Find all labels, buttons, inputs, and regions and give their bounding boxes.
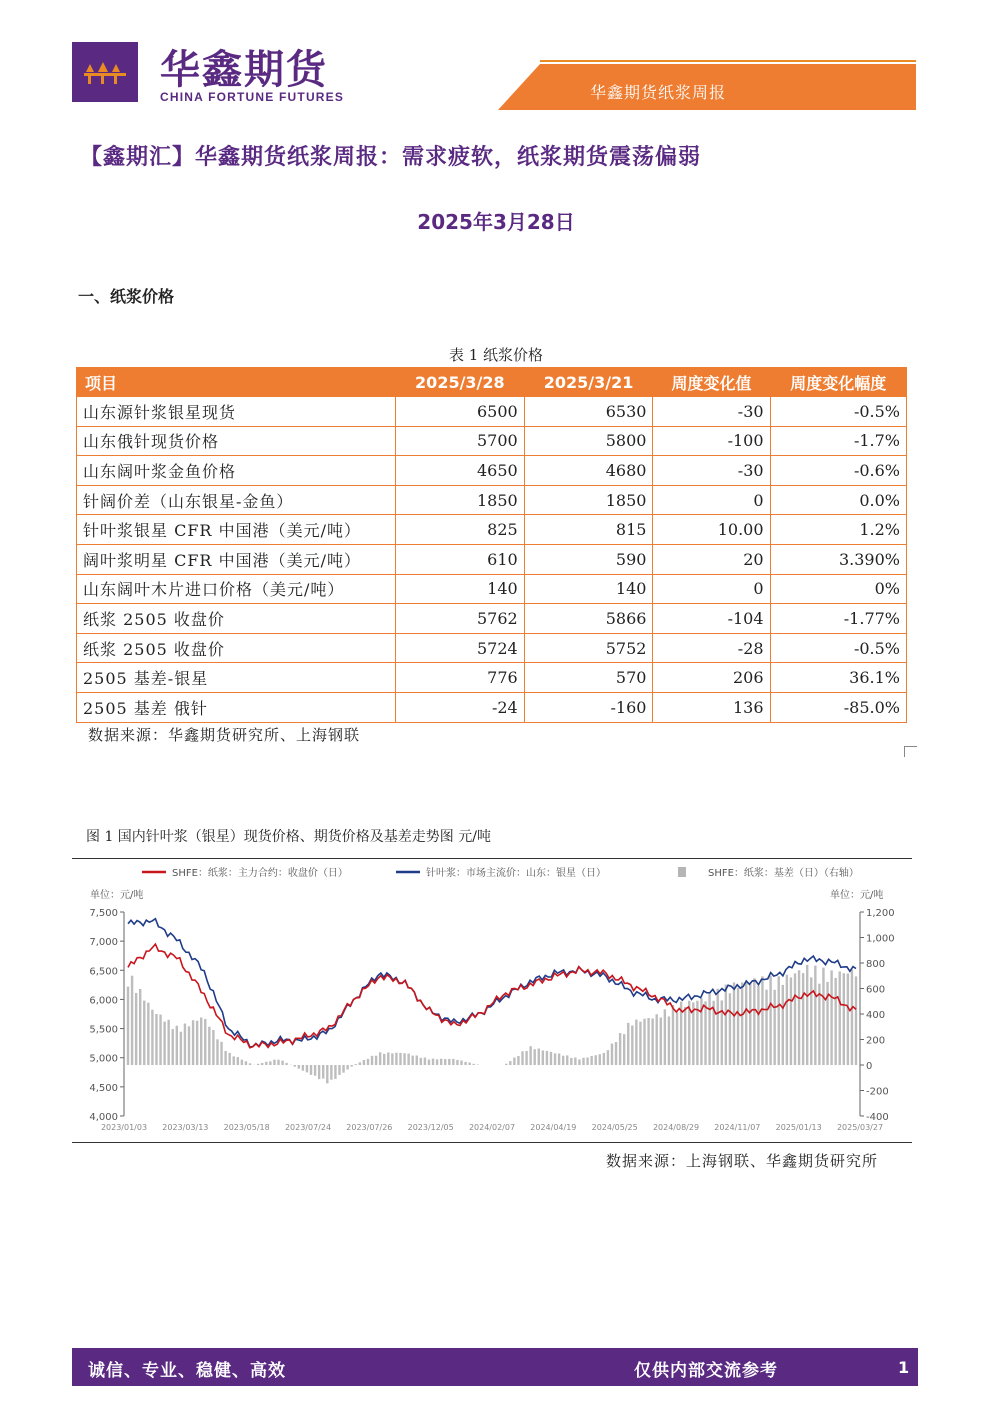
basis-bar [196,1021,198,1065]
basis-bar [651,1019,653,1065]
basis-bar [684,1007,686,1065]
footer-notice: 仅供内部交流参考 [634,1361,778,1381]
basis-bar [379,1052,381,1065]
basis-bar [542,1050,544,1065]
figure-rule-bottom [72,1142,912,1143]
x-tick-label: 2023/03/13 [162,1123,209,1132]
basis-bar [440,1059,442,1065]
x-tick-label: 2025/01/13 [775,1123,822,1132]
right-tick-label: 800 [866,959,886,970]
basis-bar [338,1065,340,1075]
basis-bar [733,982,735,1065]
basis-bar [237,1057,239,1065]
right-tick-label: -200 [866,1086,889,1098]
basis-bar [416,1056,418,1065]
basis-bar [765,990,767,1065]
basis-bar [395,1053,397,1065]
basis-bar [578,1059,580,1065]
right-tick-label: 600 [866,984,886,996]
basis-bar [676,1012,678,1065]
basis-bar [403,1053,405,1065]
basis-bar [745,983,747,1065]
basis-bar [456,1060,458,1065]
basis-bar [570,1058,572,1065]
basis-bar [847,973,849,1065]
basis-bar [257,1064,259,1065]
basis-bar [310,1065,312,1075]
basis-bar [220,1042,222,1065]
basis-bar [668,1016,670,1065]
left-tick-label: 7,000 [89,937,118,949]
price-basis-chart [72,858,912,1142]
x-tick-label: 2025/03/27 [836,1123,884,1132]
row-value: -160 [524,692,653,722]
basis-bar [562,1056,564,1065]
basis-bar [228,1053,230,1065]
basis-bar [769,976,771,1065]
row-label: 2505 基差-银星 [77,663,396,693]
basis-bar [330,1065,332,1080]
basis-bar [399,1053,401,1065]
table-row [77,426,907,456]
right-tick-label: 0 [866,1061,873,1072]
basis-bar [782,985,784,1065]
row-value: 140 [524,574,653,604]
left-tick-label: 7,500 [89,908,118,919]
basis-bar [432,1059,434,1065]
basis-bar [778,976,780,1065]
basis-bar [424,1058,426,1065]
basis-bar [757,986,759,1065]
basis-bar [216,1039,218,1065]
basis-bar [830,970,832,1065]
basis-bar [318,1065,320,1079]
row-value: 570 [524,663,653,693]
basis-bar [375,1056,377,1065]
basis-bar [761,976,763,1065]
basis-bar [163,1022,165,1065]
table-row [77,692,907,722]
section-heading: 一、纸浆价格 [78,287,175,306]
basis-bar [517,1056,519,1065]
basis-bar [277,1060,279,1065]
row-label: 山东俄针现货价格 [77,426,396,456]
right-unit-label: 单位：元/吨 [830,890,884,901]
basis-bar [672,1005,674,1065]
left-tick-label: 4,500 [89,1082,118,1094]
basis-bar [790,977,792,1065]
row-value: 20 [653,544,770,574]
basis-bar [428,1060,430,1065]
basis-bar [200,1018,202,1065]
basis-bar [773,990,775,1065]
basis-bar [635,1020,637,1065]
row-label: 山东源针浆银星现货 [77,397,396,427]
basis-bar [664,1009,666,1065]
basis-bar [306,1065,308,1072]
basis-bar [131,976,133,1065]
basis-bar [525,1051,527,1065]
basis-bar [359,1062,361,1065]
row-value: 136 [653,692,770,722]
basis-bar [180,1032,182,1065]
report-label: 华鑫期货纸浆周报 [590,83,727,102]
basis-bar [595,1055,597,1065]
basis-bar [411,1056,413,1065]
basis-bar [822,968,824,1065]
basis-bar [326,1065,328,1083]
basis-bar [529,1046,531,1065]
basis-bar [334,1065,336,1079]
row-value: 590 [524,544,653,574]
table-row [77,544,907,574]
basis-bar [371,1056,373,1065]
basis-bar [656,1014,658,1065]
x-tick-label: 2024/04/19 [530,1123,577,1132]
basis-bar [550,1052,552,1065]
col-header-item: 项目 [77,368,396,397]
row-value: 5762 [396,604,525,634]
basis-bar [554,1053,556,1065]
row-value: 5724 [396,633,525,663]
basis-bar [582,1058,584,1065]
basis-bar [363,1060,365,1065]
basis-bar [839,971,841,1065]
basis-bar [725,985,727,1065]
footer-motto: 诚信、专业、稳健、高效 [88,1361,286,1381]
basis-bar [273,1060,275,1065]
basis-bar [241,1060,243,1065]
row-value: 3.390% [770,544,906,574]
basis-bar [407,1054,409,1065]
basis-bar [647,1018,649,1065]
basis-bar [737,988,739,1065]
row-value: 815 [524,515,653,545]
brand-name-en: CHINA FORTUNE FUTURES [160,90,345,104]
row-value: 5800 [524,426,653,456]
basis-bar [322,1065,324,1079]
basis-bar [155,1014,157,1065]
legend-label: SHFE：纸浆：基差（日）（右轴） [708,868,859,879]
left-tick-label: 4,000 [89,1112,118,1123]
row-value: -30 [653,456,770,486]
right-tick-label: 400 [866,1010,886,1021]
basis-bar [127,987,129,1065]
row-value: 5866 [524,604,653,634]
basis-bar [135,993,137,1065]
basis-bar [794,973,796,1065]
col-header-weekly-pct: 周度变化幅度 [770,368,906,397]
basis-bar [717,989,719,1065]
basis-bar [851,969,853,1065]
basis-bar [704,1001,706,1065]
basis-bar [534,1049,536,1065]
row-value: 4680 [524,456,653,486]
header-rule [540,60,916,62]
basis-bar [184,1024,186,1065]
row-value: 0% [770,574,906,604]
report-date: 2025年3月28日 [417,210,575,234]
row-value: -104 [653,604,770,634]
table-row [77,604,907,634]
basis-bar [843,973,845,1065]
table-header-row [77,368,907,397]
basis-bar [302,1065,304,1071]
basis-bar [643,1019,645,1065]
basis-bar [444,1059,446,1065]
x-tick-label: 2023/01/03 [100,1123,148,1132]
corner-mark [904,746,917,757]
basis-bar [294,1065,296,1067]
basis-bar [521,1051,523,1065]
basis-bar [269,1061,271,1065]
legend-label: SHFE：纸浆：主力合约：收盘价（日） [172,868,348,879]
basis-bar [436,1059,438,1065]
row-value: 36.1% [770,663,906,693]
row-value: -24 [396,692,525,722]
row-value: -100 [653,426,770,456]
basis-bar [192,1020,194,1065]
basis-bar [509,1061,511,1065]
x-tick-label: 2024/05/25 [591,1123,638,1132]
row-value: -1.77% [770,604,906,634]
basis-bar [639,1022,641,1065]
right-tick-label: 1,200 [866,908,895,919]
basis-bar [261,1063,263,1065]
figure-title: 图 1 国内针叶浆（银星）现货价格、期货价格及基差走势图 元/吨 [86,829,491,845]
basis-bar [468,1063,470,1065]
basis-bar [233,1056,235,1065]
brand-name-cn: 华鑫期货 [160,47,328,93]
row-value: -1.7% [770,426,906,456]
basis-bar [611,1044,613,1065]
basis-bar [298,1065,300,1069]
left-tick-label: 6,500 [89,966,118,978]
col-header-weekly-change: 周度变化值 [653,368,770,397]
company-logo [72,42,138,102]
row-label: 阔叶浆明星 CFR 中国港（美元/吨） [77,544,396,574]
basis-bar [265,1062,267,1065]
report-title: 【鑫期汇】华鑫期货纸浆周报：需求疲软，纸浆期货震荡偏弱 [80,145,702,170]
basis-bar [172,1029,174,1065]
basis-bar [139,989,141,1065]
row-value: -28 [653,633,770,663]
x-tick-label: 2023/05/18 [223,1123,270,1132]
basis-bar [472,1064,474,1065]
table-row [77,515,907,545]
basis-bar [558,1054,560,1065]
table-row [77,397,907,427]
basis-bar [350,1065,352,1067]
basis-bar [660,1017,662,1065]
row-value: 5700 [396,426,525,456]
basis-bar [460,1061,462,1065]
basis-bar [802,973,804,1065]
right-tick-label: 200 [866,1035,886,1047]
legend-label: 针叶浆：市场主流价：山东：银星（日） [426,868,606,879]
basis-bar [786,975,788,1065]
basis-bar [176,1026,178,1065]
basis-bar [420,1058,422,1065]
basis-bar [346,1065,348,1069]
basis-bar [188,1026,190,1065]
basis-bar [159,1015,161,1065]
basis-bar [741,982,743,1065]
row-label: 纸浆 2505 收盘价 [77,633,396,663]
row-value: 10.00 [653,515,770,545]
row-value: 140 [396,574,525,604]
left-tick-label: 5,500 [89,1024,118,1036]
x-tick-label: 2024/11/07 [714,1123,761,1132]
figure-source: 数据来源：上海钢联、华鑫期货研究所 [606,1152,879,1170]
x-tick-label: 2024/02/07 [468,1123,516,1132]
basis-bar [355,1064,357,1065]
basis-bar [806,965,808,1065]
basis-bar [513,1058,515,1065]
row-value: 6530 [524,397,653,427]
table-row [77,485,907,515]
basis-bar [342,1065,344,1073]
basis-bar [151,1010,153,1065]
x-tick-label: 2023/07/26 [346,1123,393,1132]
row-value: -0.5% [770,397,906,427]
basis-bar [810,977,812,1065]
basis-bar [749,983,751,1065]
row-value: 1.2% [770,515,906,545]
basis-bar [448,1059,450,1065]
basis-bar [615,1042,617,1065]
basis-bar [314,1065,316,1076]
basis-bar [623,1034,625,1065]
row-value: -30 [653,397,770,427]
basis-bar [798,970,800,1065]
basis-bar [464,1062,466,1065]
row-value: 0 [653,574,770,604]
basis-bar [367,1059,369,1065]
basis-bar [574,1057,576,1065]
basis-bar [143,1001,145,1065]
basis-bar [391,1053,393,1065]
table-row [77,456,907,486]
left-tick-label: 5,000 [89,1053,118,1065]
basis-bar [631,1025,633,1065]
basis-bar [245,1061,247,1065]
basis-bar [249,1063,251,1065]
basis-bar [212,1030,214,1065]
basis-bar [204,1019,206,1065]
basis-bar [281,1061,283,1065]
x-tick-label: 2023/07/24 [284,1123,332,1132]
row-value: 4650 [396,456,525,486]
table-row [77,633,907,663]
row-value: 0 [653,485,770,515]
row-label: 2505 基差 俄针 [77,692,396,722]
basis-bar [818,984,820,1065]
basis-bar [505,1064,507,1065]
row-value: 776 [396,663,525,693]
x-tick-label: 2023/12/05 [407,1123,454,1132]
row-value: 0.0% [770,485,906,515]
page-number: 1 [898,1358,910,1377]
row-value: 6500 [396,397,525,427]
legend-swatch [678,867,686,877]
basis-bar [607,1050,609,1065]
right-tick-label: -400 [866,1112,889,1123]
left-tick-label: 6,000 [89,995,118,1007]
table-row [77,574,907,604]
row-value: -0.5% [770,633,906,663]
basis-bar [586,1057,588,1065]
row-value: -0.6% [770,456,906,486]
row-label: 针叶浆银星 CFR 中国港（美元/吨） [77,515,396,545]
col-header-date1: 2025/3/28 [396,368,525,397]
basis-bar [566,1055,568,1065]
row-label: 山东阔叶浆金鱼价格 [77,456,396,486]
right-tick-label: 1,000 [866,933,895,945]
basis-bar [224,1051,226,1065]
basis-bar [814,966,816,1065]
row-value: 1850 [524,485,653,515]
pulp-price-table [76,367,907,723]
basis-bar [834,978,836,1065]
row-value: 825 [396,515,525,545]
row-value: 610 [396,544,525,574]
row-value: 1850 [396,485,525,515]
table-caption: 表 1 纸浆价格 [448,346,544,364]
left-unit-label: 单位：元/吨 [90,890,144,901]
col-header-date2: 2025/3/21 [524,368,653,397]
basis-bar [603,1053,605,1065]
row-label: 针阔价差（山东银星-金鱼） [77,485,396,515]
basis-bar [167,1020,169,1065]
basis-bar [285,1063,287,1065]
basis-bar [383,1054,385,1065]
row-value: 5752 [524,633,653,663]
row-value: 206 [653,663,770,693]
basis-bar [452,1059,454,1065]
basis-bar [855,976,857,1065]
basis-bar [538,1049,540,1065]
basis-bar [546,1051,548,1065]
x-tick-label: 2024/08/29 [652,1123,700,1132]
basis-bar [599,1054,601,1065]
row-value: -85.0% [770,692,906,722]
row-label: 山东阔叶木片进口价格（美元/吨） [77,574,396,604]
basis-bar [627,1023,629,1065]
basis-bar [208,1027,210,1065]
basis-bar [708,994,710,1065]
basis-bar [147,1003,149,1065]
basis-bar [590,1056,592,1065]
basis-bar [753,978,755,1065]
table-row [77,663,907,693]
basis-bar [729,993,731,1065]
basis-bar [387,1052,389,1065]
row-label: 纸浆 2505 收盘价 [77,604,396,634]
table-source: 数据来源：华鑫期货研究所、上海钢联 [88,726,361,744]
basis-bar [619,1033,621,1065]
